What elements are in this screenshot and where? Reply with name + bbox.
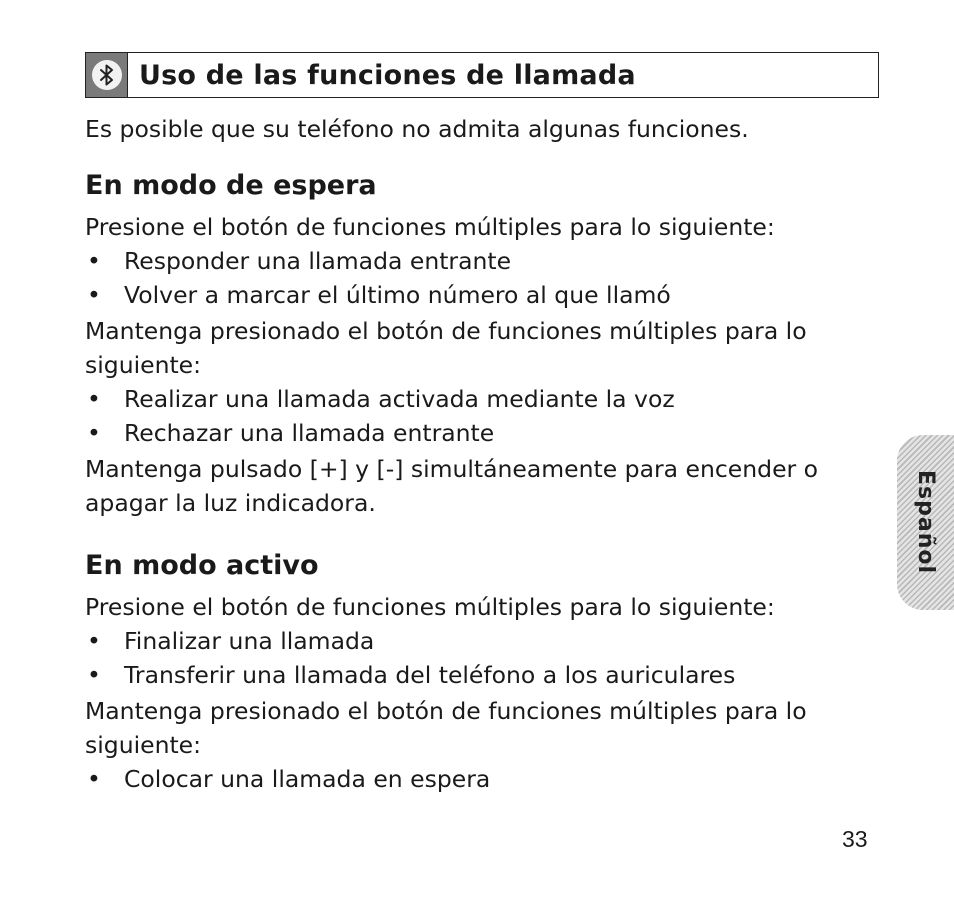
section-heading: En modo de espera: [85, 170, 377, 201]
list-item-text: Realizar una llamada activada mediante la voz: [124, 385, 675, 413]
page-number: 33: [842, 826, 868, 852]
list-item: [85, 658, 885, 692]
list-item-text: Finalizar una llamada: [124, 627, 375, 655]
list-item: [85, 762, 885, 796]
bullet-list: [85, 382, 885, 450]
bullet: •: [87, 385, 101, 413]
list-item: [85, 382, 885, 416]
intro-text: Es posible que su teléfono no admita algunas funciones.: [85, 115, 749, 143]
section-active: [85, 546, 885, 796]
bullet: •: [87, 281, 101, 309]
list-item: [85, 624, 885, 658]
bullet: •: [87, 247, 101, 275]
main-content: [85, 112, 885, 796]
list-item-text: Colocar una llamada en espera: [124, 765, 491, 793]
section-heading: En modo activo: [85, 550, 319, 581]
paragraph: Presione el botón de funciones múltiples para lo siguiente:: [85, 213, 775, 241]
bullet-list: [85, 762, 885, 796]
list-item: [85, 416, 885, 450]
page-title: Uso de las funciones de llamada: [139, 59, 636, 91]
bullet-list: [85, 624, 885, 692]
paragraph: Mantenga presionado el botón de funciones múltiples para lo siguiente:: [85, 697, 807, 759]
paragraph: Mantenga pulsado [+] y [-] simultáneamente para encender o apagar la luz indicadora.: [85, 455, 819, 517]
list-item-text: Volver a marcar el último número al que llamó: [124, 281, 671, 309]
bullet: •: [87, 419, 101, 447]
section-title-box: [85, 52, 879, 98]
language-tab-label: Español: [913, 470, 938, 575]
list-item-text: Responder una llamada entrante: [124, 247, 512, 275]
list-item-text: Rechazar una llamada entrante: [124, 419, 495, 447]
bullet: •: [87, 765, 101, 793]
bullet-list: [85, 244, 885, 312]
list-item: [85, 278, 885, 312]
paragraph: Presione el botón de funciones múltiples para lo siguiente:: [85, 593, 775, 621]
bullet: •: [87, 661, 101, 689]
bluetooth-icon: [86, 53, 128, 97]
paragraph: Mantenga presionado el botón de funciones múltiples para lo siguiente:: [85, 317, 807, 379]
bullet: •: [87, 627, 101, 655]
language-tab: [897, 435, 954, 610]
list-item: [85, 244, 885, 278]
section-standby: [85, 166, 885, 520]
list-item-text: Transferir una llamada del teléfono a los auriculares: [124, 661, 736, 689]
